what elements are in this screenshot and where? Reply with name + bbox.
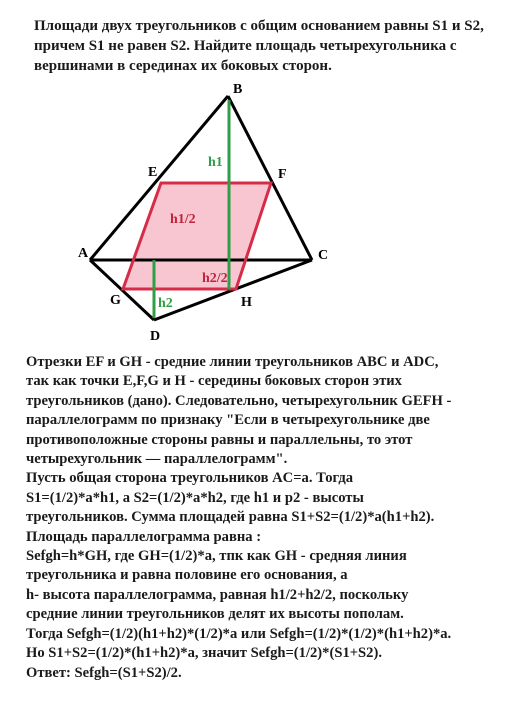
problem-statement [34, 16, 520, 76]
problem-line: вершинами в серединах их боковых сторон. [34, 58, 332, 74]
solution-line: Тогда Sefgh=(1/2)(h1+h2)*(1/2)*a или Sefgh=(1/2)*(1/2)*(h1+h2)*a. [26, 625, 452, 642]
solution-line: Отрезки EF и GH - средние линии треугольников ABC и ADC, [26, 354, 439, 370]
geometry-figure [0, 76, 526, 352]
label-c: C [318, 248, 329, 263]
solution-line: средние линии треугольников делят их высоты пополам. [26, 606, 404, 623]
problem-line: причем S1 не равен S2. Найдите площадь четырехугольника с [34, 38, 457, 54]
solution-line: Пусть общая сторона треугольников AC=a. Тогда [26, 470, 354, 487]
label-a: A [78, 246, 89, 261]
label-h: H [241, 295, 252, 310]
solution-line: треугольников. Сумма площадей равна S1+S2=(1/2)*a(h1+h2). [26, 509, 435, 526]
solution-line: треугольника и равна половине его основания, а [26, 567, 348, 584]
problem-line: Площади двух треугольников с общим основанием равны S1 и S2, [34, 18, 484, 34]
label-h1-half: h1/2 [170, 212, 196, 227]
solution-text [26, 353, 522, 683]
solution-line: Но S1+S2=(1/2)*(h1+h2)*a, значит Sefgh=(1/2)*(S1+S2). [26, 645, 382, 662]
label-e: E [148, 165, 158, 180]
label-f: F [278, 167, 287, 182]
solution-line: треугольников (дано). Следовательно, четырехугольник GEFH - [26, 392, 452, 409]
answer-line: Ответ: Sefgh=(S1+S2)/2. [26, 664, 182, 681]
parallelogram-fill [123, 183, 271, 289]
label-b: B [233, 82, 243, 97]
solution-line: S1=(1/2)*a*h1, а S2=(1/2)*a*h2, где h1 и р2 - высоты [26, 489, 364, 506]
label-d: D [150, 329, 161, 344]
solution-line: Площадь параллелограмма равна : [26, 528, 262, 545]
solution-line: четырехугольник — параллелограмм". [26, 451, 288, 468]
label-g: G [110, 293, 121, 308]
solution-line: параллелограмм по признаку "Если в четырехугольнике две [26, 412, 430, 429]
solution-line: противоположные стороны равны и параллельны, то этот [26, 431, 413, 448]
solution-line: так как точки E,F,G и H - середины боковых сторон этих [26, 373, 402, 390]
label-h2: h2 [158, 296, 173, 311]
label-h1: h1 [208, 155, 223, 170]
solution-line: h- высота параллелограмма, равная h1/2+h2/2, поскольку [26, 586, 409, 603]
solution-line: Sefgh=h*GH, где GH=(1/2)*a, тпк как GH - средняя линия [26, 548, 407, 565]
label-h2-half: h2/2 [202, 271, 228, 286]
